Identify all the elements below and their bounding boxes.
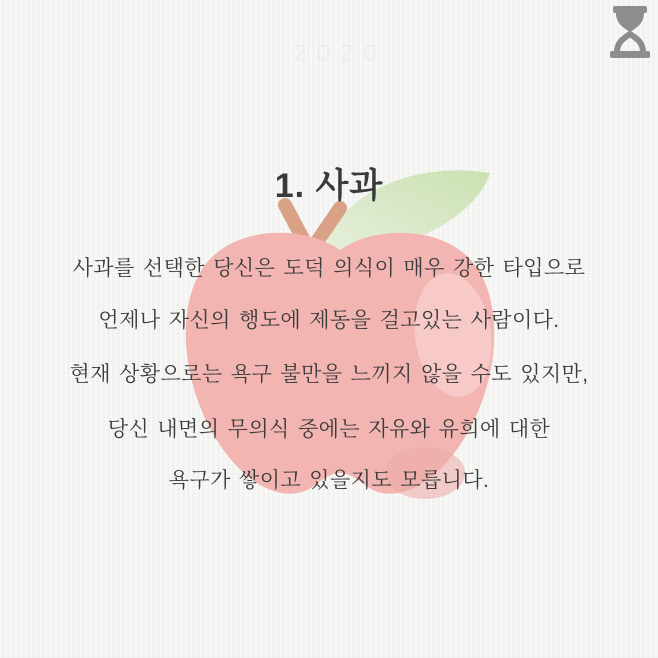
body-text-line: 사과를 선택한 당신은 도덕 의식이 매우 강한 타입으로 [72, 257, 586, 280]
page-title: 1. 사과 [274, 167, 384, 205]
faint-watermark-text: 2020 [293, 40, 387, 67]
hourglass-icon [607, 6, 653, 58]
body-text-line: 현재 상황으로는 욕구 불만을 느끼지 않을 수도 있지만, [69, 363, 589, 386]
body-text-line: 욕구가 쌓이고 있을지도 모릅니다. [168, 469, 490, 492]
body-text-line: 언제나 자신의 행도에 제동을 걸고있는 사람이다. [98, 309, 560, 332]
body-text-line: 당신 내면의 무의식 중에는 자유와 유희에 대한 [107, 418, 551, 441]
